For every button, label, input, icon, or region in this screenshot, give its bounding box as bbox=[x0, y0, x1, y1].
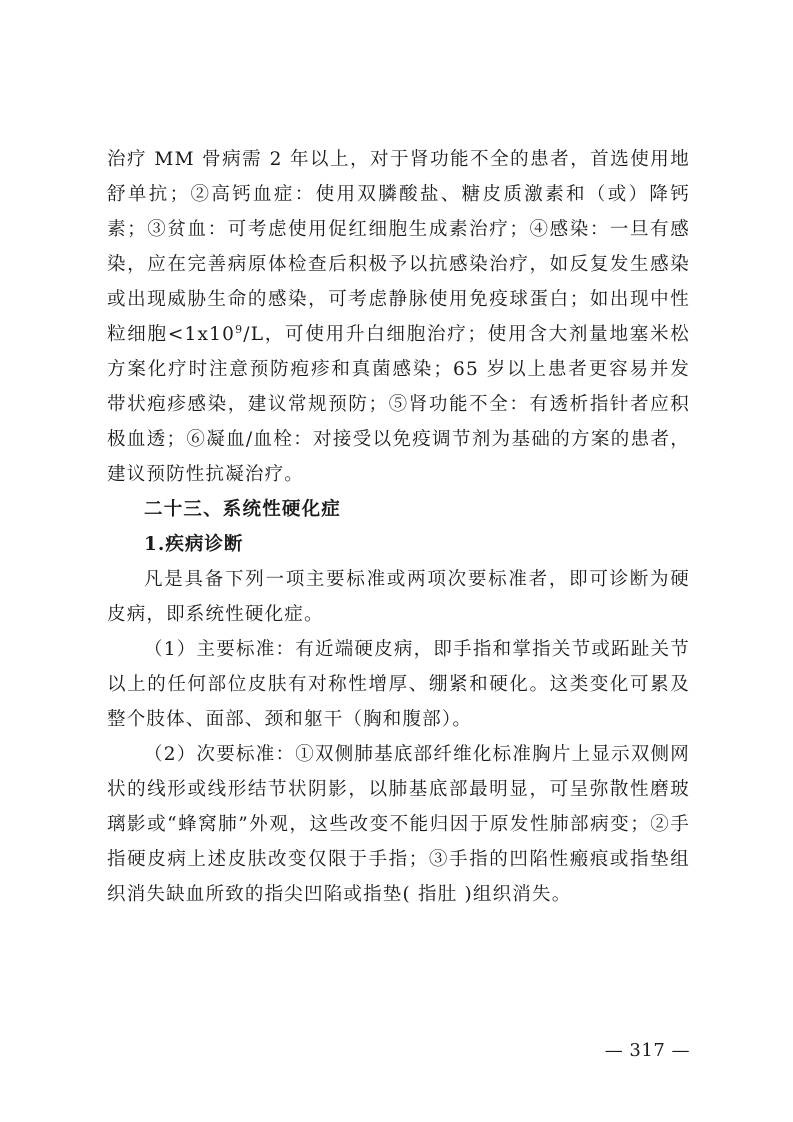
exponent-superscript: 9 bbox=[235, 322, 244, 336]
paragraph-minor-criteria: （2）次要标准：①双侧肺基底部纤维化标准胸片上显示双侧网状的线形或线形结节状阴影，以肺基底部最明显，可呈弥散性磨玻璃影或“蜂窝肺”外观，这些改变不能归因于原发性肺部病变；②手指硬皮病上述皮肤改变仅限于手指；③手指的凹陷性瘢痕或指垫组织消失缺血所致的指尖凹陷或指垫( 指肚 )组织消失。 bbox=[107, 744, 690, 905]
paragraph-major-criteria: （1）主要标准：有近端硬皮病，即手指和掌指关节或跖趾关节以上的任何部位皮肤有对称性增厚、绷紧和硬化。这类变化可累及整个肢体、面部、颈和躯干（胸和腹部）。 bbox=[107, 639, 690, 730]
subsection-title: 1.疾病诊断 bbox=[144, 534, 244, 555]
continued-paragraph bbox=[107, 142, 690, 492]
paragraph-diagnosis-intro: 凡是具备下列一项主要标准或两项次要标准者，即可诊断为硬皮病，即系统性硬化症。 bbox=[107, 569, 690, 625]
continued-paragraph-part1: 治疗 MM 骨病需 2 年以上，对于肾功能不全的患者，首选使用地舒单抗；②高钙血症：使用双膦酸盐、糖皮质激素和（或）降钙素；③贫血：可考虑使用促红细胞生成素治疗；④感染：一旦有感染，应在完善病原体检查后积极予以抗感染治疗，如反复发生感染或出现威胁生命的感染，可考虑静脉使用免疫球蛋白；如出现中性粒细胞<1x10 bbox=[107, 149, 690, 345]
section-title: 二十三、系统性硬化症 bbox=[144, 499, 342, 520]
page-body bbox=[107, 142, 690, 912]
continued-paragraph-part2: /L，可使用升白细胞治疗；使用含大剂量地塞米松方案化疗时注意预防疱疹和真菌感染；65 岁以上患者更容易并发带状疱疹感染，建议常规预防；⑤肾功能不全：有透析指针者应积极血透；⑥凝血/血栓：对接受以免疫调节剂为基础的方案的患者，建议预防性抗凝治疗。 bbox=[107, 324, 690, 485]
page-number: — 317 — bbox=[604, 1040, 690, 1061]
